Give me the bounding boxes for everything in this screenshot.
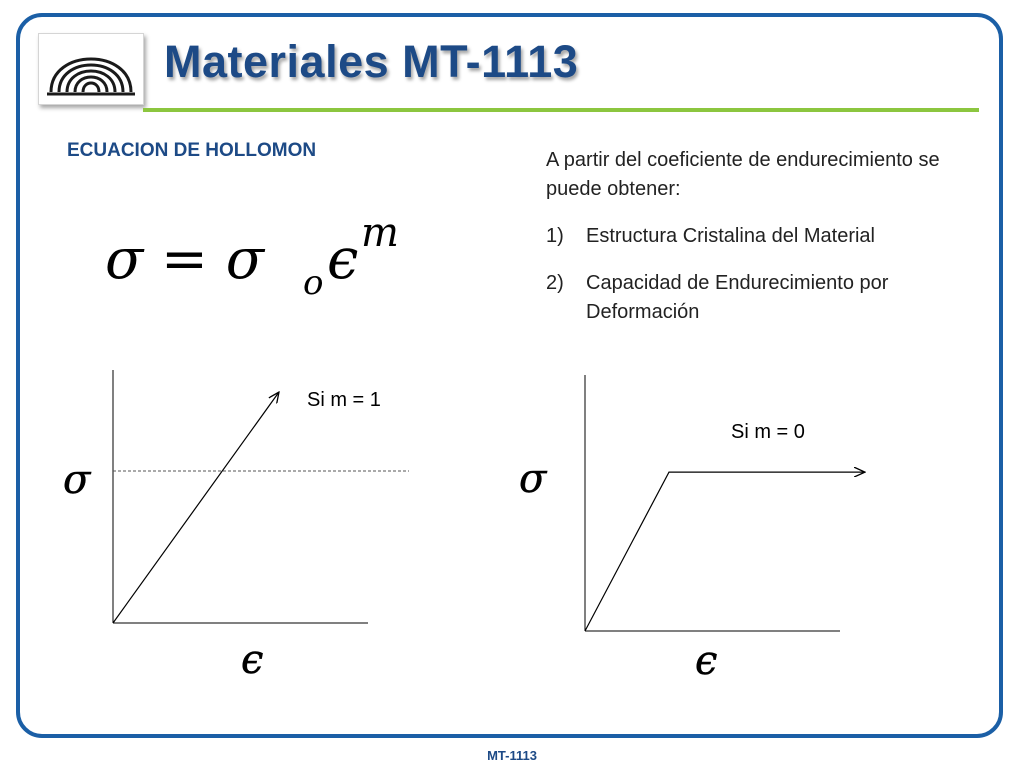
y-axis-label: σ	[519, 456, 547, 502]
right-text-block	[546, 146, 986, 327]
x-axis-label: ϵ	[695, 638, 718, 684]
slide-footer: MT-1113	[487, 748, 537, 763]
chart-m0	[515, 370, 875, 690]
formula-subscript: o	[303, 263, 324, 302]
slide-title: Materiales MT-1113	[164, 36, 579, 87]
intro-paragraph: A partir del coeficiente de endurecimiento se puede obtener:	[546, 149, 940, 200]
formula-sigma-equals: σ = σ	[105, 227, 264, 292]
logo-arches-icon	[39, 34, 143, 104]
x-axis-label: ϵ	[241, 637, 264, 683]
formula-epsilon: ϵ	[327, 227, 359, 292]
list-number: 2)	[546, 272, 564, 294]
chart-m1	[55, 365, 415, 685]
list-text: Capacidad de Endurecimiento por Deformación	[586, 272, 889, 323]
chart-annotation: Si m = 0	[731, 421, 805, 443]
hollomon-formula	[105, 212, 425, 307]
series-line	[585, 472, 865, 631]
university-logo	[38, 33, 144, 105]
series-line	[113, 392, 279, 623]
y-axis-label: σ	[63, 457, 91, 503]
list-text: Estructura Cristalina del Material	[586, 225, 875, 247]
list-item	[546, 269, 986, 327]
title-underline	[143, 108, 979, 112]
list-number: 1)	[546, 225, 564, 247]
list-item	[546, 222, 986, 251]
formula-exponent: m	[361, 212, 399, 256]
chart-annotation: Si m = 1	[307, 389, 381, 411]
section-heading: ECUACION DE HOLLOMON	[67, 140, 317, 161]
